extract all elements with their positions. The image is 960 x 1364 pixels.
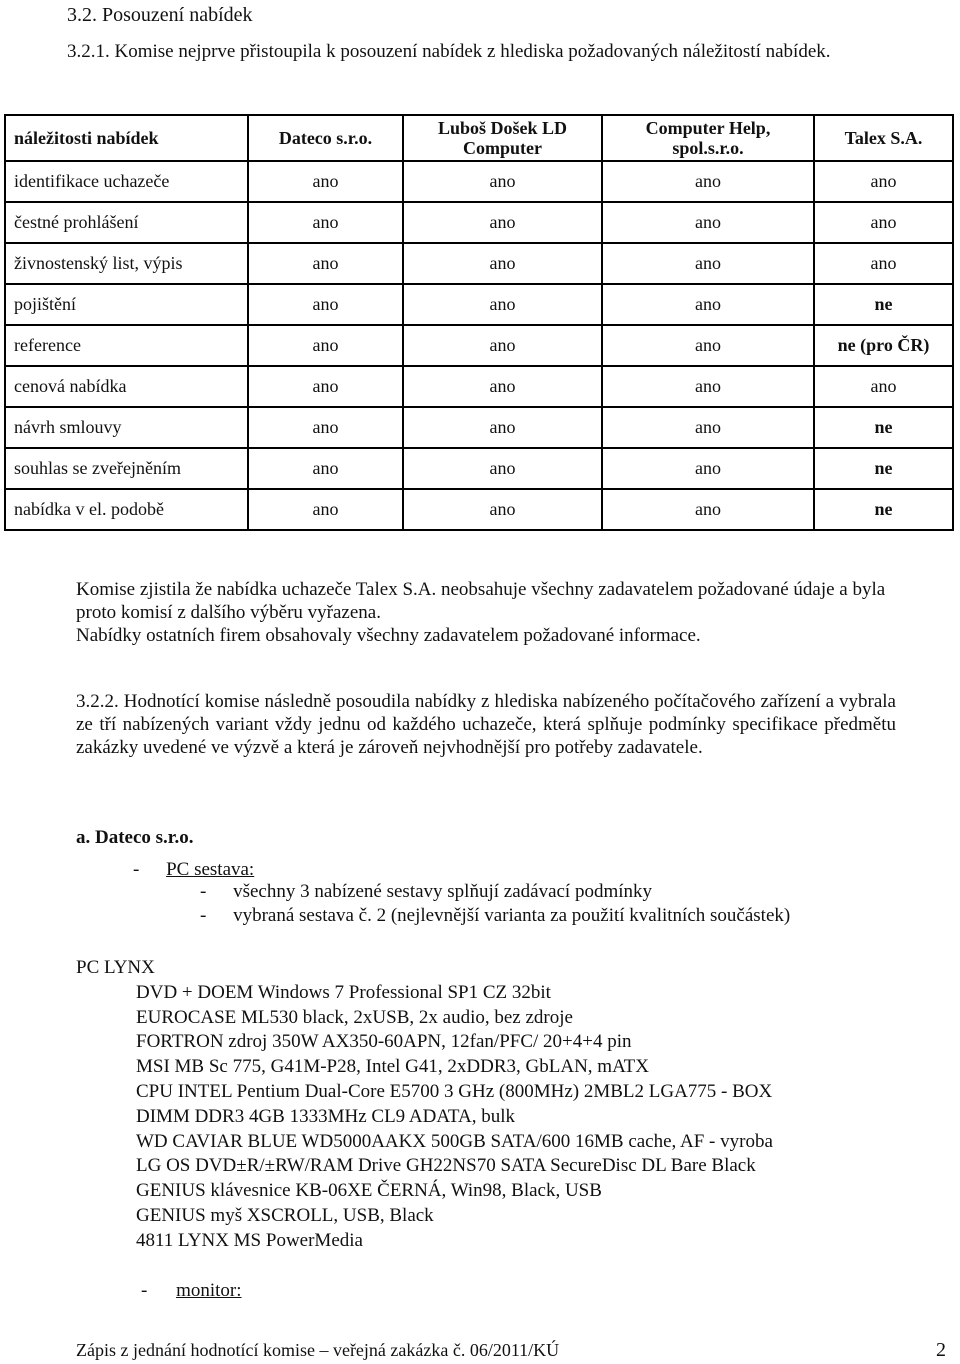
row-label-cell: souhlas se zveřejněním — [5, 448, 248, 489]
page-footer: Zápis z jednání hodnotící komise – veřejná zakázka č. 06/2011/KÚ — [76, 1340, 560, 1360]
value-cell: ano — [403, 448, 602, 489]
value-cell: ano — [403, 243, 602, 284]
table-row — [5, 366, 953, 407]
spec-item: FORTRON zdroj 350W AX350-60APN, 12fan/PFC/ 20+4+4 pin — [136, 1031, 632, 1053]
pc-set-point-text: všechny 3 nabízené sestavy splňují zadávací podmínky — [233, 881, 653, 902]
dash-bullet: - — [133, 859, 140, 880]
monitor-label: monitor: — [176, 1280, 242, 1301]
section-322-paragraph: 3.2.2. Hodnotící komise následně posoudila nabídky z hlediska nabízeného počítačového zařízení a vybrala ze tří nabízených variant vždy jednu od každého uchazeče, která splňuje podmínky specifikace předmětu zakázky uvedené ve výzvě a která je zároveň nejvhodnější pro potřeby zadavatele. — [76, 691, 896, 758]
finding-line: Nabídky ostatních firem obsahovaly všechny zadavatelem požadované informace. — [76, 625, 701, 646]
dash-bullet: - — [200, 881, 207, 902]
spec-item: DVD + DOEM Windows 7 Professional SP1 CZ 32bit — [136, 981, 551, 1003]
value-cell: ano — [248, 243, 403, 284]
finding-line: Komise zjistila že nabídka uchazeče Talex S.A. neobsahuje všechny zadavatelem požadované údaje a byla proto komisí z dalšího výběru vyřazena. — [76, 579, 886, 623]
value-cell: ano — [403, 325, 602, 366]
table-row — [5, 407, 953, 448]
monitor-label-line — [141, 1279, 242, 1303]
value-cell: ano — [248, 366, 403, 407]
table-row — [5, 448, 953, 489]
row-label-cell: čestné prohlášení — [5, 202, 248, 243]
table-row — [5, 243, 953, 284]
value-cell: ano — [403, 202, 602, 243]
table-row — [5, 489, 953, 530]
spec-title: PC LYNX — [76, 957, 155, 978]
value-cell: ano — [602, 161, 814, 202]
value-cell: ne (pro ČR) — [814, 325, 953, 366]
row-label-cell: cenová nabídka — [5, 366, 248, 407]
requirements-table — [4, 114, 954, 531]
pc-set-point — [200, 880, 652, 904]
pc-set-label-line — [133, 858, 254, 882]
value-cell: ano — [602, 366, 814, 407]
value-cell: ano — [602, 325, 814, 366]
row-label-cell: reference — [5, 325, 248, 366]
value-cell: ano — [602, 448, 814, 489]
value-cell: ne — [814, 284, 953, 325]
table-header-cell: Computer Help, spol.s.r.o. — [602, 115, 814, 161]
value-cell: ano — [248, 284, 403, 325]
section-heading: 3.2. Posouzení nabídek — [67, 4, 253, 26]
value-cell: ne — [814, 448, 953, 489]
value-cell: ano — [814, 243, 953, 284]
table-header-cell: Luboš Došek LD Computer — [403, 115, 602, 161]
spec-item: DIMM DDR3 4GB 1333MHz CL9 ADATA, bulk — [136, 1105, 516, 1127]
value-cell: ne — [814, 407, 953, 448]
pc-set-point-text: vybraná sestava č. 2 (nejlevnější varianta za použití kvalitních součástek) — [233, 905, 791, 926]
value-cell: ano — [403, 407, 602, 448]
value-cell: ano — [814, 161, 953, 202]
spec-item: EUROCASE ML530 black, 2xUSB, 2x audio, bez zdroje — [136, 1006, 573, 1028]
pc-specification — [76, 956, 773, 1254]
row-label-cell: živnostenský list, výpis — [5, 243, 248, 284]
value-cell: ano — [602, 407, 814, 448]
value-cell: ne — [814, 489, 953, 530]
pc-set-point — [200, 904, 790, 928]
value-cell: ano — [814, 366, 953, 407]
row-label-cell: návrh smlouvy — [5, 407, 248, 448]
table-row — [5, 325, 953, 366]
spec-item: LG OS DVD±R/±RW/RAM Drive GH22NS70 SATA SecureDisc DL Bare Black — [136, 1155, 756, 1177]
table-row — [5, 202, 953, 243]
table-header-cell: Dateco s.r.o. — [248, 115, 403, 161]
row-label-cell: pojištění — [5, 284, 248, 325]
value-cell: ano — [248, 489, 403, 530]
page-number: 2 — [936, 1339, 946, 1361]
dash-bullet: - — [200, 905, 207, 926]
value-cell: ano — [602, 489, 814, 530]
spec-item: GENIUS klávesnice KB-06XE ČERNÁ, Win98, Black, USB — [136, 1180, 602, 1202]
bidder-heading: a. Dateco s.r.o. — [76, 827, 194, 848]
spec-item-list — [76, 981, 773, 1254]
findings-text — [76, 578, 896, 647]
value-cell: ano — [248, 448, 403, 489]
value-cell: ano — [248, 407, 403, 448]
table-row — [5, 161, 953, 202]
pc-set-label: PC sestava: — [166, 859, 255, 880]
spec-item: MSI MB Sc 775, G41M-P28, Intel G41, 2xDDR3, GbLAN, mATX — [136, 1056, 650, 1078]
value-cell: ano — [403, 161, 602, 202]
table-header-cell: náležitosti nabídek — [5, 115, 248, 161]
value-cell: ano — [814, 202, 953, 243]
spec-item: WD CAVIAR BLUE WD5000AAKX 500GB SATA/600 16MB cache, AF - vyroba — [136, 1130, 773, 1152]
table-header-row — [5, 115, 953, 161]
value-cell: ano — [602, 202, 814, 243]
table-row — [5, 284, 953, 325]
value-cell: ano — [248, 325, 403, 366]
value-cell: ano — [602, 284, 814, 325]
row-label-cell: identifikace uchazeče — [5, 161, 248, 202]
value-cell: ano — [248, 161, 403, 202]
row-label-cell: nabídka v el. podobě — [5, 489, 248, 530]
intro-paragraph: 3.2.1. Komise nejprve přistoupila k posouzení nabídek z hlediska požadovaných náležitostí nabídek. — [67, 41, 831, 62]
spec-item: CPU INTEL Pentium Dual-Core E5700 3 GHz (800MHz) 2MBL2 LGA775 - BOX — [136, 1080, 773, 1102]
spec-item: 4811 LYNX MS PowerMedia — [136, 1229, 363, 1251]
dash-bullet: - — [141, 1280, 148, 1301]
table-header-cell: Talex S.A. — [814, 115, 953, 161]
value-cell: ano — [403, 284, 602, 325]
value-cell: ano — [403, 366, 602, 407]
value-cell: ano — [403, 489, 602, 530]
value-cell: ano — [248, 202, 403, 243]
value-cell: ano — [602, 243, 814, 284]
spec-item: GENIUS myš XSCROLL, USB, Black — [136, 1204, 434, 1226]
